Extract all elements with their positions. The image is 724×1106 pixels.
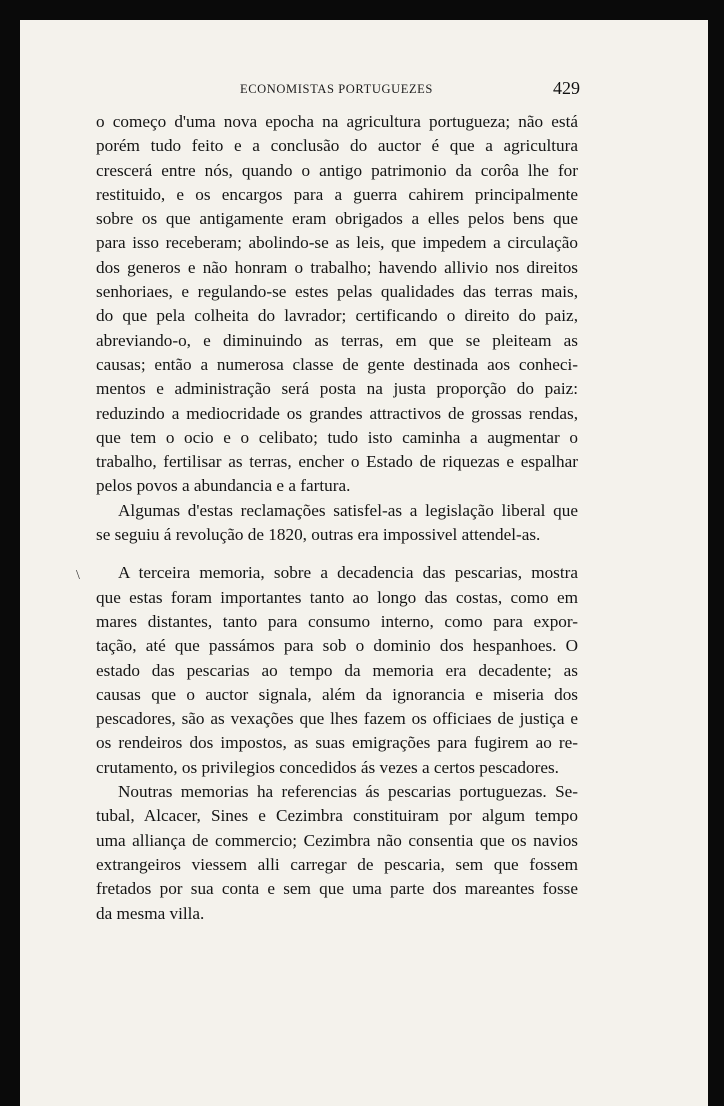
text-line: mares distantes, tanto para consumo interno, como para expor-	[96, 611, 578, 631]
text-line: tação, até que passámos para sob o dominio dos hespanhoes. O	[96, 636, 578, 656]
text-line: pescadores, são as vexações que lhes fazem os officiaes de justiça e	[96, 709, 578, 729]
paragraph	[96, 780, 578, 926]
text-line: que estas foram importantes tanto ao longo das costas, como em	[96, 587, 578, 607]
text-line: pelos povos a abundancia e a fartura.	[96, 476, 351, 496]
text-line: Algumas d'estas reclamações satisfel-as a legislação liberal que	[118, 500, 578, 520]
text-line: dos generos e não honram o trabalho; havendo allivio nos direitos	[96, 257, 578, 277]
text-line: o começo d'uma nova epocha na agricultura portugueza; não está	[96, 112, 578, 131]
text-line: se seguiu á revolução de 1820, outras era impossivel attendel-as.	[96, 525, 541, 545]
text-line: fretados por sua conta e sem que uma parte dos mareantes fosse	[96, 879, 578, 899]
text-line: porém tudo feito e a conclusão do auctor é que a agricultura	[96, 136, 578, 156]
text-line: trabalho, fertilisar as terras, encher o Estado de riquezas e espalhar	[96, 452, 578, 472]
paragraph	[96, 499, 578, 548]
text-line: restituido, e os encargos para a guerra cahirem principalmente	[96, 184, 578, 204]
paragraph	[96, 561, 578, 780]
text-line: para isso receberam; abolindo-se as leis, que impedem a circulação	[96, 233, 578, 253]
text-line: senhoriaes, e regulando-se estes pelas qualidades das terras mais,	[96, 282, 578, 302]
text-line: sobre os que antigamente eram obrigados a elles pelos bens que	[96, 209, 578, 229]
paragraph	[96, 110, 578, 499]
text-line: uma alliança de commercio; Cezimbra não consentia que os navios	[96, 830, 578, 850]
page-number: 429	[553, 78, 580, 98]
page-header	[20, 80, 708, 104]
text-line: causas que o auctor signala, além da ignorancia e miseria dos	[96, 684, 578, 704]
page-body	[96, 110, 578, 926]
text-line: reduzindo a mediocridade os grandes attractivos de grossas rendas,	[96, 403, 578, 423]
text-line: que tem o ocio e o celibato; tudo isto caminha a augmentar o	[96, 427, 578, 447]
margin-mark: \	[76, 568, 80, 583]
text-line: do que pela colheita do lavrador; certificando o direito do paiz,	[96, 306, 578, 326]
text-line: abreviando-o, e diminuindo as terras, em que se pleiteam as	[96, 330, 578, 350]
text-line: Noutras memorias ha referencias ás pescarias portuguezas. Se-	[118, 782, 578, 802]
text-line: extrangeiros viessem alli carregar de pescaria, sem que fossem	[96, 854, 578, 874]
text-line: crutamento, os privilegios concedidos ás vezes a certos pescadores.	[96, 757, 559, 777]
text-line: tubal, Alcacer, Sines e Cezimbra constituiram por algum tempo	[96, 806, 578, 826]
running-title: ECONOMISTAS PORTUGUEZES	[240, 82, 433, 96]
text-line: mentos e administração será posta na justa proporção do paiz:	[96, 379, 578, 399]
text-line: crescerá entre nós, quando o antigo patrimonio da corôa lhe for	[96, 160, 578, 180]
text-line: A terceira memoria, sobre a decadencia das pescarias, mostra	[118, 563, 578, 583]
text-line: estado das pescarias ao tempo da memoria era decadente; as	[96, 660, 578, 680]
book-page	[20, 20, 708, 1106]
text-line: da mesma villa.	[96, 903, 205, 923]
text-line: os rendeiros dos impostos, as suas emigrações para fugirem ao re-	[96, 733, 578, 753]
text-line: causas; então a numerosa classe de gente destinada aos conheci-	[96, 354, 578, 374]
paragraph-gap	[96, 547, 578, 561]
